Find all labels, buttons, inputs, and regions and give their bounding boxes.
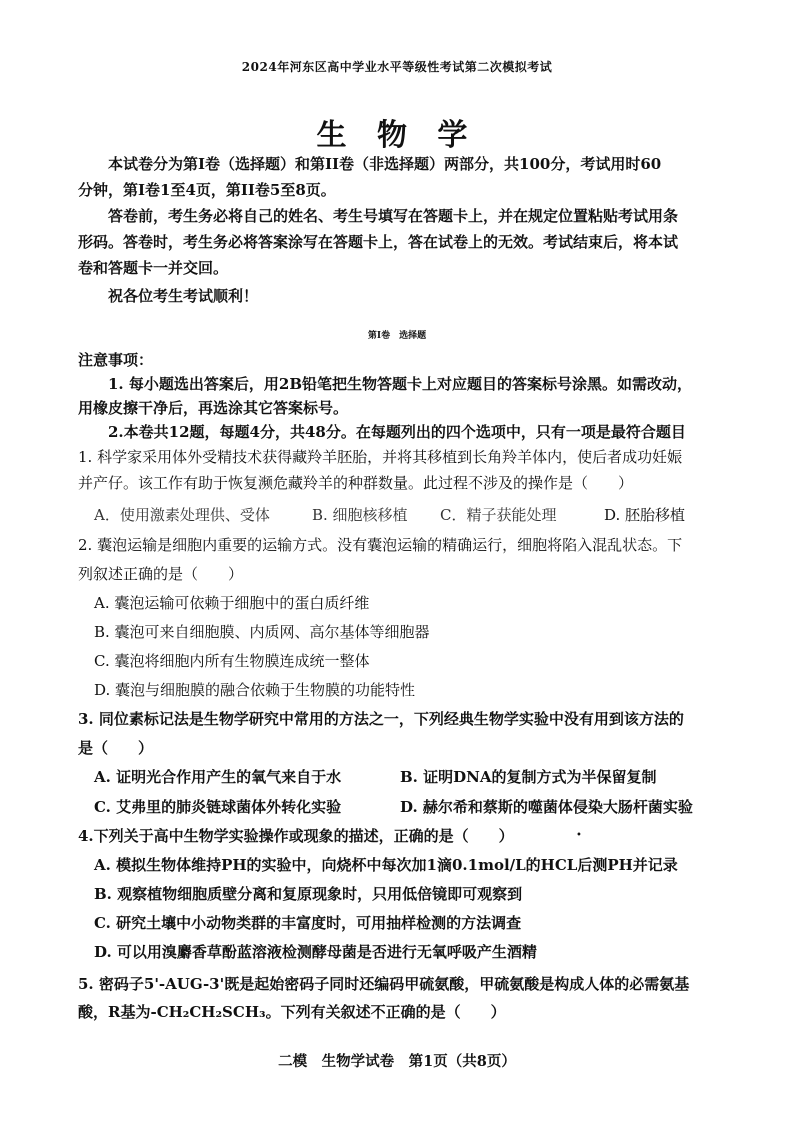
q1-option-d: D. 胚胎移植 xyxy=(604,506,686,524)
q3-option-d: D. 赫尔希和蔡斯的噬菌体侵染大肠杆菌实验 xyxy=(400,798,693,816)
q3-option-b: B. 证明DNA的复制方式为半保留复制 xyxy=(400,768,657,786)
q3-option-a: A. 证明光合作用产生的氧气来自于水 xyxy=(94,768,342,786)
intro-line-5: 卷和答题卡一并交回。 xyxy=(78,259,229,277)
q2-stem-line-2: 列叙述正确的是（ ） xyxy=(78,565,244,583)
q4-option-a: A. 模拟生物体维持PH的实验中，向烧杯中每次加1滴0.1mol/L的HCL后测PH并记录 xyxy=(94,856,678,874)
q1-stem-line-2: 并产仔。该工作有助于恢复濒危藏羚羊的种群数量。此过程不涉及的操作是（ ） xyxy=(78,474,634,492)
q2-option-a: A. 囊泡运输可依赖于细胞中的蛋白质纤维 xyxy=(94,594,370,612)
q2-stem-line-1: 2. 囊泡运输是细胞内重要的运输方式。没有囊泡运输的精确运行，细胞将陷入混乱状态。下 xyxy=(78,536,683,554)
note-1-line-1: 1. 每小题选出答案后，用2B铅笔把生物答题卡上对应题目的答案标号涂黑。如需改动， xyxy=(108,375,693,393)
ink-speck: • xyxy=(576,830,582,841)
q3-stem-line-2: 是（ ） xyxy=(78,739,154,757)
q1-option-a: A．使用激素处理供、受体 xyxy=(94,506,270,524)
q1-option-c: C．精子获能处理 xyxy=(440,506,557,524)
page-footer: 二模 生物学试卷 第1页（共8页） xyxy=(278,1053,516,1070)
q4-option-d: D. 可以用溴麝香草酚蓝溶液检测酵母菌是否进行无氧呼吸产生酒精 xyxy=(94,943,537,961)
exam-title: 2024年河东区高中学业水平等级性考试第二次模拟考试 xyxy=(241,60,553,74)
q3-option-c: C. 艾弗里的肺炎链球菌体外转化实验 xyxy=(94,798,342,816)
q4-option-c: C. 研究土壤中小动物类群的丰富度时，可用抽样检测的方法调查 xyxy=(94,914,522,932)
q4-stem: 4.下列关于高中生物学实验操作或现象的描述，正确的是（ ） xyxy=(78,827,514,845)
q5-stem-line-1: 5. 密码子5'-AUG-3'既是起始密码子同时还编码甲硫氨酸，甲硫氨酸是构成人体的必需氨基 xyxy=(78,975,690,993)
q1-option-b: B. 细胞核移植 xyxy=(312,506,408,524)
intro-line-1: 本试卷分为第Ⅰ卷（选择题）和第II卷（非选择题）两部分，共100分，考试用时60 xyxy=(108,155,662,173)
note-2: 2.本卷共12题，每题4分，共48分。在每题列出的四个选项中，只有一项是最符合题目 xyxy=(108,423,686,441)
q5-stem-line-2: 酸，R基为-CH₂CH₂SCH₃。下列有关叙述不正确的是（ ） xyxy=(78,1003,506,1021)
note-1-line-2: 用橡皮擦干净后，再选涂其它答案标号。 xyxy=(78,399,349,417)
q2-option-c: C. 囊泡将细胞内所有生物膜连成统一整体 xyxy=(94,652,370,670)
q2-option-b: B. 囊泡可来自细胞膜、内质网、高尔基体等细胞器 xyxy=(94,623,430,641)
subject-title: 生 物 学 xyxy=(316,118,478,153)
intro-line-2: 分钟，第Ⅰ卷1至4页，第II卷5至8页。 xyxy=(78,181,336,199)
q4-option-b: B. 观察植物细胞质壁分离和复原现象时，只用低倍镜即可观察到 xyxy=(94,885,523,903)
q2-option-d: D. 囊泡与细胞膜的融合依赖于生物膜的功能特性 xyxy=(94,681,416,699)
intro-line-4: 形码。答卷时，考生务必将答案涂写在答题卡上，答在试卷上的无效。考试结束后，将本试 xyxy=(78,233,679,251)
q1-stem-line-1: 1. 科学家采用体外受精技术获得藏羚羊胚胎，并将其移植到长角羚羊体内，使后者成功妊娠 xyxy=(78,448,683,466)
section-title: 第Ⅰ卷 选择题 xyxy=(367,331,427,341)
wish-line: 祝各位考生考试顺利！ xyxy=(108,287,259,305)
notice-label: 注意事项： xyxy=(78,351,154,369)
q3-stem-line-1: 3. 同位素标记法是生物学研究中常用的方法之一，下列经典生物学实验中没有用到该方法的 xyxy=(78,710,684,728)
intro-line-3: 答卷前，考生务必将自己的姓名、考生号填写在答题卡上，并在规定位置粘贴考试用条 xyxy=(108,207,679,225)
